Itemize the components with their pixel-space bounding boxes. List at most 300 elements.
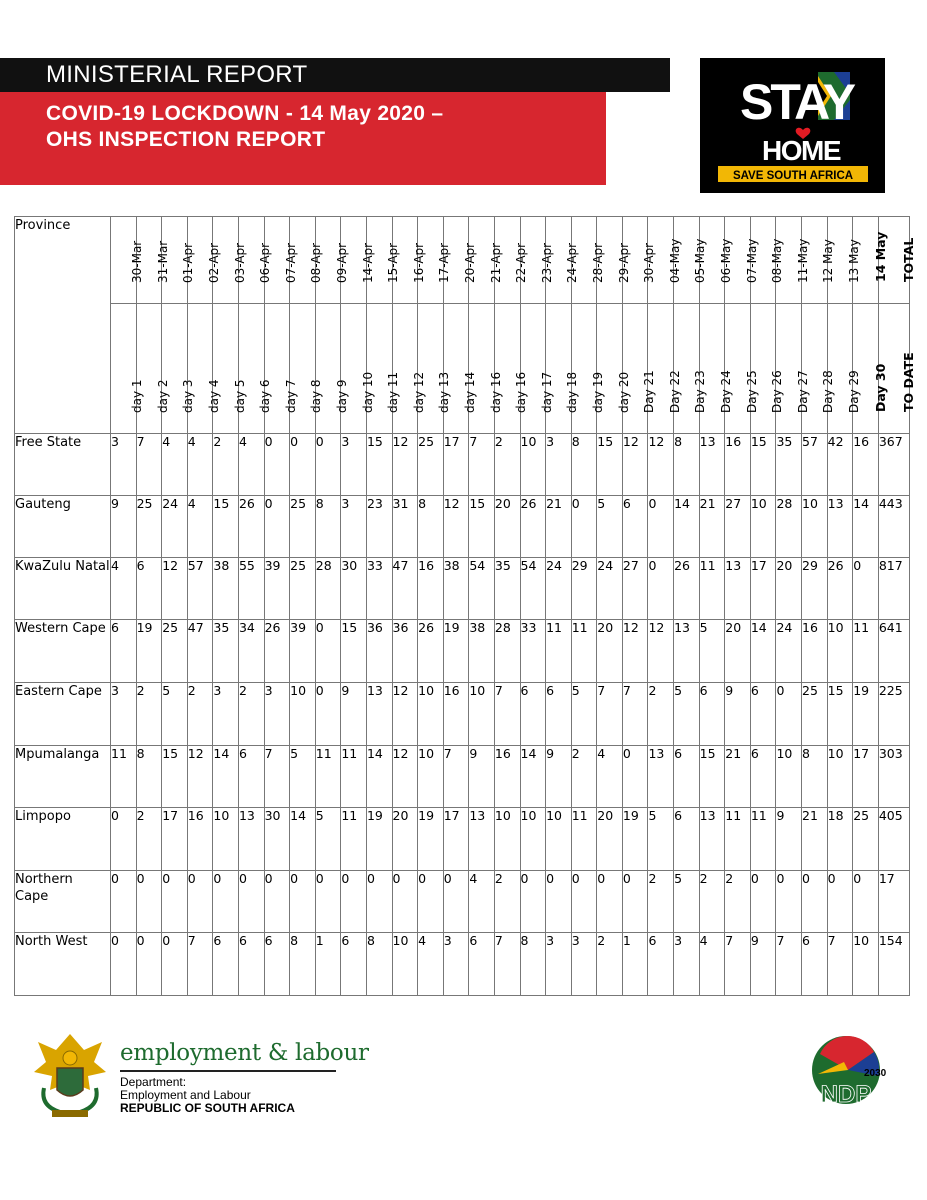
day-label: day 5 [232,379,247,413]
date-label-cell [111,217,145,304]
inspection-count: 3 [213,683,239,746]
inspection-count: 14 [290,808,316,871]
inspection-count: 20 [597,620,623,683]
inspection-count: 12 [392,746,418,808]
province-name: Limpopo [15,808,111,871]
inspection-count: 16 [187,808,213,871]
province-name: Northern Cape [15,871,111,933]
inspection-count: 10 [520,808,546,871]
inspection-count: 19 [366,808,392,871]
day-header-row [15,304,910,434]
day-label-cell [520,304,554,434]
date-label: 23-Apr [539,242,554,283]
inspection-count: 12 [162,558,188,620]
day-label-cell [366,304,401,434]
inspection-count: 54 [520,558,546,620]
inspection-count: 19 [136,620,162,683]
day-label-cell [418,304,452,434]
date-label-cell [802,217,836,304]
inspection-count: 21 [546,496,572,558]
inspection-count: 20 [776,558,802,620]
date-label: 21-Apr [488,242,503,283]
inspection-count: 0 [162,933,188,996]
inspection-count: 38 [443,558,469,620]
day-label: day 1 [130,379,145,413]
ndp-year: 2030 [864,1068,887,1079]
inspection-count: 0 [162,871,188,933]
day-label-cell [802,304,836,434]
inspection-count: 26 [827,558,853,620]
inspection-count: 0 [187,871,213,933]
inspection-count: 34 [238,620,264,683]
ndp-2030-logo [808,1030,886,1120]
inspection-count: 42 [827,434,853,496]
day-label-cell [238,304,273,434]
inspection-count: 28 [776,496,802,558]
inspection-count: 3 [546,434,572,496]
inspection-count: 30 [264,808,290,871]
day-label-cell [469,304,503,434]
inspection-count: 0 [238,871,264,933]
inspection-count: 0 [392,871,418,933]
inspection-count: 20 [725,620,751,683]
date-label: 04-May [667,238,682,283]
inspection-count: 8 [366,933,392,996]
day-label-cell [290,304,324,434]
inspection-count: 0 [290,434,316,496]
inspection-count: 16 [802,620,828,683]
inspection-count: 15 [750,434,776,496]
inspection-count: 2 [648,871,674,933]
day-label: day 17 [539,371,554,413]
inspection-count: 6 [750,746,776,808]
day-label-cell [571,304,605,434]
day-label: day 11 [386,371,401,413]
day-label: day 7 [283,379,298,413]
date-label: 11-May [795,238,810,283]
inspection-count: 10 [750,496,776,558]
inspection-count: 4 [469,871,495,933]
report-title-line2: OHS INSPECTION REPORT [46,128,326,151]
inspection-count: 7 [443,746,469,808]
date-label-cell [546,217,580,304]
table-row [15,933,910,996]
day-label-cell [136,304,170,434]
inspection-count: 17 [853,746,879,808]
date-header-row [15,217,910,304]
inspection-count: 36 [392,620,418,683]
date-label: 02-Apr [207,242,222,283]
inspection-count: 0 [111,871,137,933]
day-label: day 16 [488,371,503,413]
day-label: day 13 [437,371,452,413]
day-label-cell [776,304,810,434]
day-label: day 6 [258,379,273,413]
inspection-count: 3 [341,434,367,496]
day-label: Day 25 [744,370,759,413]
inspection-count: 0 [111,808,137,871]
inspection-count: 2 [494,871,520,933]
date-label: 15-Apr [386,242,401,283]
province-total: 154 [878,933,909,996]
day-label: Day 30 [872,363,888,412]
inspection-count: 26 [264,620,290,683]
inspection-count: 8 [802,746,828,808]
inspection-count: 11 [546,620,572,683]
date-label: 16-Apr [411,242,426,283]
date-label-cell [827,217,861,304]
stay-word: STAY [740,74,854,130]
inspection-count: 31 [392,496,418,558]
inspection-count: 6 [750,683,776,746]
inspection-count: 9 [111,496,137,558]
inspection-count: 7 [827,933,853,996]
inspection-count: 13 [699,808,725,871]
inspection-count: 10 [213,808,239,871]
inspection-count: 29 [802,558,828,620]
day-label: day 20 [616,371,631,413]
country-name: REPUBLIC OF SOUTH AFRICA [120,1101,295,1115]
inspection-count: 0 [827,871,853,933]
inspection-count: 9 [469,746,495,808]
inspection-count: 13 [699,434,725,496]
inspection-count: 2 [136,683,162,746]
inspection-count: 21 [725,746,751,808]
inspection-count: 9 [776,808,802,871]
inspection-count: 0 [853,558,879,620]
inspection-count: 15 [213,496,239,558]
department-divider [120,1070,336,1072]
inspection-count: 47 [392,558,418,620]
table-row [15,558,910,620]
total-header-cell [878,217,916,304]
inspection-count: 1 [315,933,341,996]
inspection-count: 11 [725,808,751,871]
province-name: Western Cape [15,620,111,683]
inspection-count: 13 [674,620,700,683]
inspection-count: 0 [136,933,162,996]
stay-home-tagline: SAVE SOUTH AFRICA [732,170,854,182]
inspection-count: 26 [418,620,444,683]
inspection-count: 25 [290,558,316,620]
date-label: 05-May [693,238,708,283]
date-label: 07-May [744,238,759,283]
date-label: 08-May [770,238,785,283]
inspection-count: 6 [111,620,137,683]
inspection-count: 24 [546,558,572,620]
inspection-count: 16 [725,434,751,496]
day-label: Day 26 [770,370,785,413]
day-label: day 19 [590,371,605,413]
inspection-count: 0 [776,871,802,933]
date-label-cell [136,217,170,304]
day-label-cell [264,304,298,434]
inspection-count: 16 [418,558,444,620]
inspection-count: 20 [392,808,418,871]
inspection-count: 35 [213,620,239,683]
inspection-count: 17 [443,808,469,871]
inspection-count: 3 [111,683,137,746]
day-label-cell [648,304,682,434]
inspection-count: 11 [699,558,725,620]
table-row [15,683,910,746]
date-label-cell [494,217,529,304]
inspection-count: 15 [699,746,725,808]
inspection-count: 11 [341,746,367,808]
inspection-count: 0 [136,871,162,933]
inspection-count: 54 [469,558,495,620]
day-label: Day 23 [693,370,708,413]
inspection-count: 39 [264,558,290,620]
report-label: MINISTERIAL REPORT [46,61,308,88]
inspection-count: 57 [187,558,213,620]
inspection-count: 19 [443,620,469,683]
emblem-sun [63,1051,77,1065]
inspection-count: 13 [827,496,853,558]
inspection-count: 10 [418,683,444,746]
inspection-count: 0 [571,871,597,933]
inspection-count: 29 [571,558,597,620]
date-label-cell [699,217,733,304]
inspection-count: 2 [725,871,751,933]
inspection-count: 7 [264,746,290,808]
inspection-count: 13 [366,683,392,746]
inspection-count: 9 [341,683,367,746]
day-label-cell [111,304,145,434]
inspection-count: 10 [802,496,828,558]
inspection-count: 0 [571,496,597,558]
department-full-name: Employment and Labour [120,1088,251,1102]
table-row [15,871,910,933]
day-label: day 9 [335,379,350,413]
date-label: 29-Apr [616,242,631,283]
day-label: day 16 [514,371,529,413]
inspection-count: 15 [366,434,392,496]
date-label: 08-Apr [309,242,324,283]
inspection-count: 6 [136,558,162,620]
day-label-cell [187,304,222,434]
inspection-count: 28 [315,558,341,620]
inspection-count: 24 [776,620,802,683]
inspection-count: 13 [648,746,674,808]
inspection-count: 6 [699,683,725,746]
province-total: 225 [878,683,909,746]
inspection-count: 20 [494,496,520,558]
inspection-count: 12 [443,496,469,558]
date-label: 13 May [846,239,861,283]
inspection-count: 8 [520,933,546,996]
inspection-count: 2 [187,683,213,746]
inspection-count: 6 [264,933,290,996]
day-label-cell [674,304,708,434]
inspection-count: 10 [520,434,546,496]
inspection-count: 11 [571,808,597,871]
day-label-cell [341,304,375,434]
date-label-cell [571,217,605,304]
inspection-count: 38 [213,558,239,620]
date-label: 28-Apr [590,242,605,283]
inspection-count: 25 [136,496,162,558]
inspection-count: 9 [546,746,572,808]
province-total: 17 [878,871,909,933]
inspection-count: 7 [776,933,802,996]
inspection-count: 27 [725,496,751,558]
inspection-count: 2 [494,434,520,496]
province-name: Free State [15,434,111,496]
inspection-count: 14 [520,746,546,808]
inspection-count: 14 [213,746,239,808]
date-label-cell [648,217,682,304]
inspection-count: 7 [469,434,495,496]
inspection-count: 0 [418,871,444,933]
inspection-count: 15 [827,683,853,746]
inspection-count: 5 [674,683,700,746]
inspection-count: 0 [802,871,828,933]
date-label-cell [315,217,350,304]
day-label: day 4 [207,379,222,413]
inspection-count: 9 [725,683,751,746]
table-row [15,746,910,808]
inspection-count: 14 [853,496,879,558]
department-label: Department: [120,1075,187,1089]
inspection-count: 28 [494,620,520,683]
inspection-count: 10 [392,933,418,996]
inspection-count: 0 [622,746,648,808]
inspection-count: 8 [290,933,316,996]
department-name: employment & labour [120,1040,369,1066]
inspection-count: 0 [597,871,623,933]
inspection-count: 26 [674,558,700,620]
date-label-cell [162,217,196,304]
inspection-count: 9 [750,933,776,996]
inspection-count: 21 [699,496,725,558]
inspection-count: 0 [622,871,648,933]
inspection-count: 6 [238,933,264,996]
inspection-count: 10 [418,746,444,808]
date-label: 24-Apr [565,242,580,283]
date-label: 17-Apr [437,242,452,283]
emblem-motto-band [52,1110,88,1117]
date-label-cell [853,217,888,304]
inspection-count: 10 [469,683,495,746]
day-label: day 12 [411,371,426,413]
inspection-count: 6 [546,683,572,746]
day-label-cell [853,304,888,434]
stay-home-logo-graphic [700,58,885,193]
date-label: 06-May [718,238,733,283]
inspection-count: 13 [238,808,264,871]
inspection-count: 4 [111,558,137,620]
day-label-cell [597,304,631,434]
inspection-count: 0 [264,496,290,558]
inspection-count: 5 [699,620,725,683]
inspection-count: 55 [238,558,264,620]
inspection-count: 8 [315,496,341,558]
inspection-count: 10 [776,746,802,808]
inspection-count: 10 [494,808,520,871]
inspection-count: 10 [827,620,853,683]
inspection-count: 57 [802,434,828,496]
inspection-count: 0 [315,434,341,496]
province-name: Eastern Cape [15,683,111,746]
inspection-count: 21 [802,808,828,871]
day-label: Day 28 [821,370,836,413]
inspection-count: 39 [290,620,316,683]
date-label-cell [520,217,554,304]
table-row [15,434,910,496]
inspection-count: 14 [366,746,392,808]
inspection-count: 13 [469,808,495,871]
ndp-text: NDP [820,1081,872,1108]
table-row [15,496,910,558]
inspection-count: 0 [648,496,674,558]
inspection-count: 25 [853,808,879,871]
inspection-count: 2 [699,871,725,933]
day-label-cell [750,304,785,434]
inspection-count: 2 [238,683,264,746]
inspection-count: 33 [520,620,546,683]
province-total: 367 [878,434,909,496]
inspection-count: 26 [520,496,546,558]
inspection-count: 6 [622,496,648,558]
inspection-count: 6 [469,933,495,996]
date-label-cell [622,217,657,304]
inspection-count: 6 [238,746,264,808]
inspection-count: 8 [136,746,162,808]
province-name: Gauteng [15,496,111,558]
inspection-count: 25 [162,620,188,683]
report-label-bar [0,58,670,92]
inspection-count: 35 [776,434,802,496]
inspection-count: 5 [290,746,316,808]
inspection-count: 11 [315,746,341,808]
inspection-count: 5 [571,683,597,746]
inspection-count: 6 [674,746,700,808]
date-label-cell [341,217,375,304]
inspection-count: 0 [648,558,674,620]
date-label: 07-Apr [283,242,298,283]
inspection-count: 24 [597,558,623,620]
inspection-count: 4 [162,434,188,496]
inspection-count: 16 [853,434,879,496]
inspection-count: 17 [750,558,776,620]
day-label: day 3 [181,379,196,413]
inspection-count: 25 [290,496,316,558]
province-total: 303 [878,746,909,808]
inspection-count: 19 [853,683,879,746]
inspection-count: 3 [571,933,597,996]
inspection-count: 12 [622,620,648,683]
date-label: 01-Apr [181,242,196,283]
inspection-count: 7 [494,933,520,996]
inspection-count: 27 [622,558,648,620]
inspection-count: 14 [674,496,700,558]
inspection-count: 3 [674,933,700,996]
date-label: 20-Apr [463,242,478,283]
inspection-count: 0 [315,620,341,683]
inspection-count: 26 [238,496,264,558]
date-label-cell [366,217,401,304]
date-label: 06-Apr [258,242,273,283]
day-label: Day 29 [846,370,861,413]
to-date-header: TO DATE [900,352,916,412]
date-label: 03-Apr [232,242,247,283]
inspection-count: 6 [674,808,700,871]
inspection-count: 6 [341,933,367,996]
day-label-cell [622,304,657,434]
inspection-count: 6 [648,933,674,996]
date-label-cell [776,217,810,304]
